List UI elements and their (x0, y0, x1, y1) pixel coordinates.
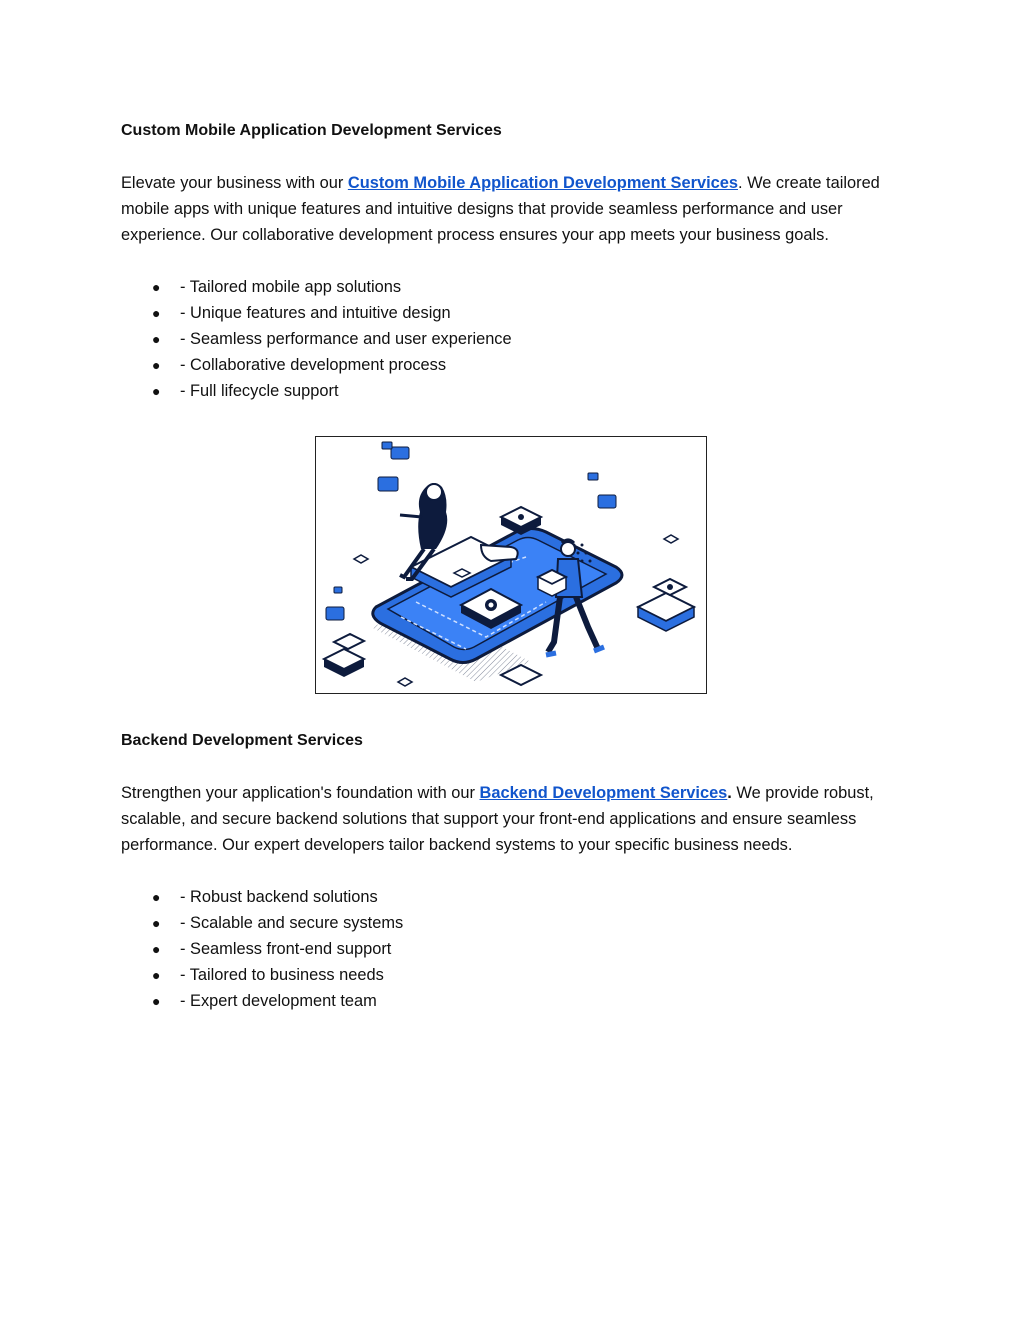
stacked-boxes-left (324, 634, 364, 677)
bullet-icon: ● (152, 993, 161, 1009)
bullet-icon: ● (152, 279, 161, 295)
list-item: ● - Collaborative development process (121, 352, 901, 378)
list-item: ● - Robust backend solutions (121, 884, 901, 910)
bullet-icon: ● (152, 331, 161, 347)
section-backend (121, 728, 901, 1014)
bullet-icon: ● (152, 357, 161, 373)
backend-services-link[interactable]: Backend Development Services (479, 784, 728, 802)
paragraph-text-lead: Strengthen your application's foundation with our (121, 784, 480, 802)
stacked-boxes-right (638, 579, 694, 631)
list-item: ● - Full lifecycle support (121, 378, 901, 404)
paragraph-text-lead: Elevate your business with our (121, 174, 348, 192)
document-page (121, 118, 901, 1014)
bullet-icon: ● (152, 967, 161, 983)
bullet-icon: ● (152, 915, 161, 931)
paragraph-text-rest: . We create tailored mobile apps with unique features and intuitive designs that provide seamless performance and user experience. Our collaborative development process ensures your app meets your business goals. (121, 174, 880, 244)
bullet-icon: ● (152, 383, 161, 399)
mobile-services-link[interactable]: Custom Mobile Application Development Services (347, 174, 738, 192)
link-suffix: . (727, 784, 732, 802)
mobile-app-illustration (315, 436, 707, 694)
bullet-list-backend (121, 884, 901, 1014)
bullet-icon: ● (152, 305, 161, 321)
section-paragraph-backend (121, 780, 901, 858)
pointer-hand (481, 545, 518, 561)
list-item: ● - Tailored mobile app solutions (121, 274, 901, 300)
bullet-list-mobile (121, 274, 901, 404)
list-item: ● - Seamless performance and user experience (121, 326, 901, 352)
gear-icon (518, 514, 524, 520)
section-heading-backend: Backend Development Services (121, 732, 363, 749)
section-heading-mobile: Custom Mobile Application Development Services (121, 122, 502, 139)
bullet-icon: ● (152, 941, 161, 957)
bullet-icon: ● (152, 889, 161, 905)
paragraph-text-rest: We provide robust, scalable, and secure backend solutions that support your front-end applications and ensure seamless performance. Our expert developers tailor backend systems to your specific business needs. (121, 784, 874, 854)
isometric-phone-illustration (316, 437, 706, 693)
list-item: ● - Tailored to business needs (121, 962, 901, 988)
list-item: ● - Expert development team (121, 988, 901, 1014)
list-item: ● - Unique features and intuitive design (121, 300, 901, 326)
section-paragraph-mobile (121, 170, 901, 248)
list-item: ● - Seamless front-end support (121, 936, 901, 962)
list-item: ● - Scalable and secure systems (121, 910, 901, 936)
gear-icon (667, 584, 673, 590)
